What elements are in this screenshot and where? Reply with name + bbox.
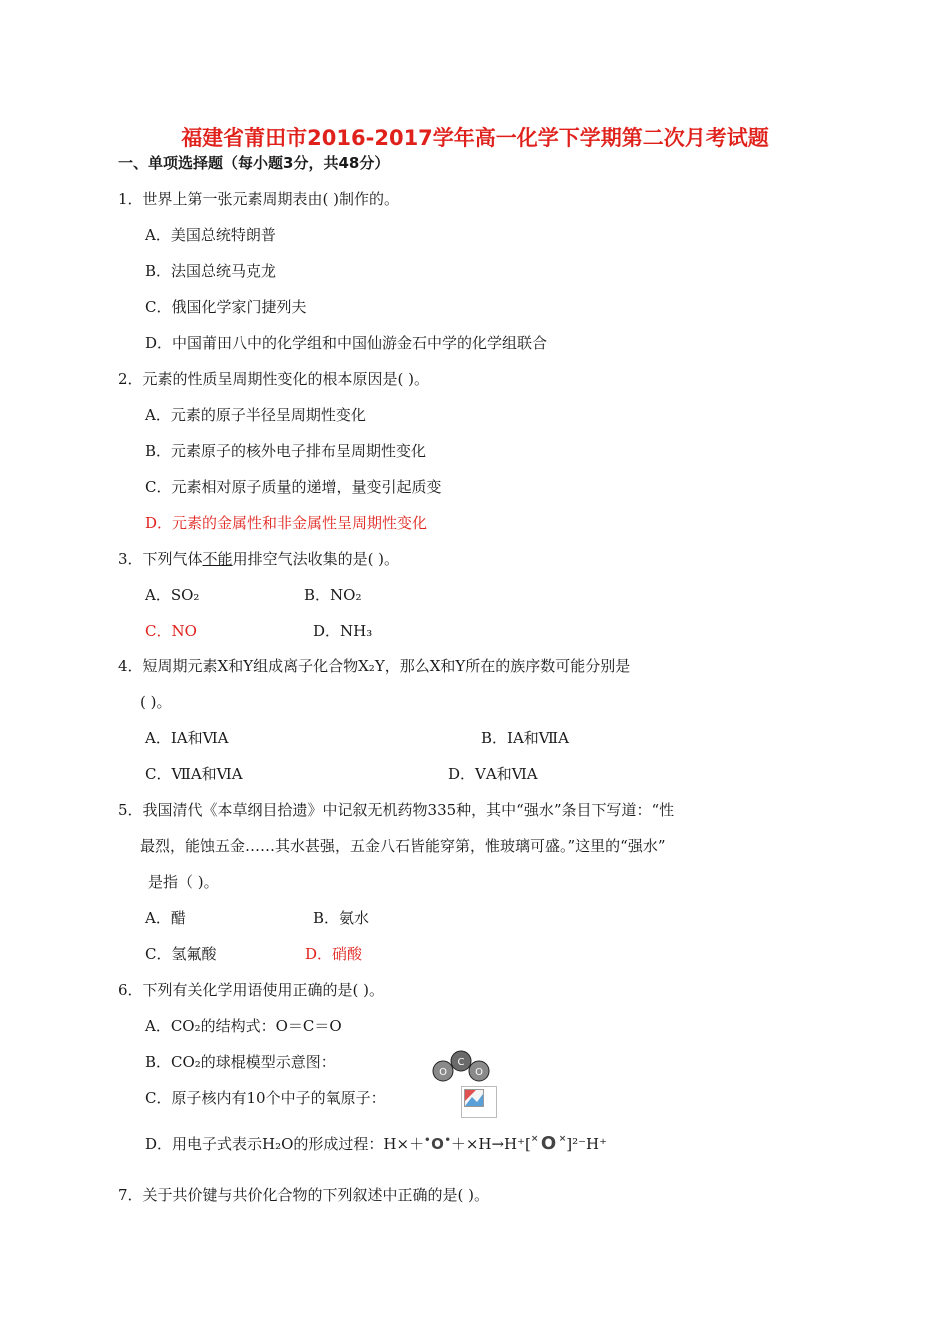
question-6-stem: 6．下列有关化学用语使用正确的是( )。 bbox=[118, 981, 385, 999]
question-1-stem: 1．世界上第一张元素周期表由( )制作的。 bbox=[118, 190, 400, 208]
question-3-option-b: B．NO₂ bbox=[304, 586, 362, 604]
document-title: 福建省莆田市2016-2017学年高一化学下学期第二次月考试题 bbox=[181, 126, 769, 150]
question-2-stem: 2．元素的性质呈周期性变化的根本原因是( )。 bbox=[118, 370, 430, 388]
ball-label-o1: O bbox=[439, 1067, 447, 1078]
question-6-option-d-pre: D．用电子式表示H₂O的形成过程：H×＋ bbox=[145, 1135, 425, 1153]
question-4-stem-cont: ( )。 bbox=[140, 693, 172, 711]
question-6-option-b: B．CO₂的球棍模型示意图： bbox=[145, 1053, 336, 1071]
question-3-stem-pre: 3．下列气体 bbox=[118, 550, 203, 568]
co2-ball-model-image bbox=[430, 1050, 492, 1082]
question-5-stem-line3: 是指（ )。 bbox=[148, 873, 219, 891]
question-4-stem: 4．短周期元素X和Y组成离子化合物X₂Y，那么X和Y所在的族序数可能分别是 bbox=[118, 657, 631, 675]
question-2-option-d-answer: D．元素的金属性和非金属性呈周期性变化 bbox=[145, 514, 428, 532]
question-5-option-b: B．氨水 bbox=[313, 909, 370, 927]
question-5-option-a: A．醋 bbox=[145, 909, 186, 927]
oxygen-electron-dot-2: × O × bbox=[530, 1133, 567, 1154]
question-1-option-a: A．美国总统特朗普 bbox=[145, 226, 276, 244]
question-2-option-c: C．元素相对原子质量的递增，量变引起质变 bbox=[145, 478, 442, 496]
broken-image-icon bbox=[464, 1089, 484, 1107]
question-1-option-d: D．中国莆田八中的化学组和中国仙游金石中学的化学组联合 bbox=[145, 334, 548, 352]
question-3-stem-post: 用排空气法收集的是( )。 bbox=[232, 550, 400, 568]
ball-label-o2: O bbox=[475, 1067, 483, 1078]
question-2-option-b: B．元素原子的核外电子排布呈周期性变化 bbox=[145, 442, 427, 460]
question-1-option-b: B．法国总统马克龙 bbox=[145, 262, 277, 280]
question-4-option-b: B．ⅠA和ⅦA bbox=[481, 729, 569, 747]
question-4-option-a: A．ⅠA和ⅥA bbox=[145, 729, 229, 747]
question-4-option-d: D．ⅤA和ⅥA bbox=[448, 765, 538, 783]
question-3-option-d: D．NH₃ bbox=[313, 622, 373, 640]
question-3-stem-underlined: 不能 bbox=[202, 550, 233, 568]
question-2-option-a: A．元素的原子半径呈周期性变化 bbox=[145, 406, 366, 424]
question-6-option-a: A．CO₂的结构式：O＝C＝O bbox=[145, 1017, 342, 1035]
question-5-stem-line1: 5．我国清代《本草纲目拾遗》中记叙无机药物335种，其中“强水”条目下写道：“性 bbox=[118, 801, 675, 819]
question-4-option-c: C．ⅦA和ⅥA bbox=[145, 765, 243, 783]
question-7-stem: 7．关于共价键与共价化合物的下列叙述中正确的是( )。 bbox=[118, 1186, 490, 1204]
question-5-option-c: C．氢氟酸 bbox=[145, 945, 217, 963]
question-3-option-c-answer: C．NO bbox=[145, 622, 197, 640]
broken-image-placeholder bbox=[461, 1086, 497, 1118]
section-heading: 一、单项选择题（每小题3分，共48分） bbox=[118, 154, 390, 172]
question-5-stem-line2: 最烈，能蚀五金……其水甚强，五金八石皆能穿第，惟玻璃可盛。”这里的“强水” bbox=[140, 837, 666, 855]
ball-label-c: C bbox=[457, 1057, 465, 1068]
question-6-option-d-mid: ＋×H→H⁺[ bbox=[450, 1135, 531, 1153]
question-6-option-d-post: ]²⁻H⁺ bbox=[566, 1135, 608, 1153]
question-5-option-d-answer: D．硝酸 bbox=[305, 945, 363, 963]
question-3-option-a: A．SO₂ bbox=[145, 586, 200, 604]
oxygen-electron-dot-1: • O • bbox=[424, 1135, 451, 1153]
question-1-option-c: C．俄国化学家门捷列夫 bbox=[145, 298, 307, 316]
question-6-option-c: C．原子核内有10个中子的氧原子： bbox=[145, 1089, 386, 1107]
question-3-stem bbox=[118, 548, 399, 569]
question-6-option-d bbox=[145, 1133, 607, 1154]
